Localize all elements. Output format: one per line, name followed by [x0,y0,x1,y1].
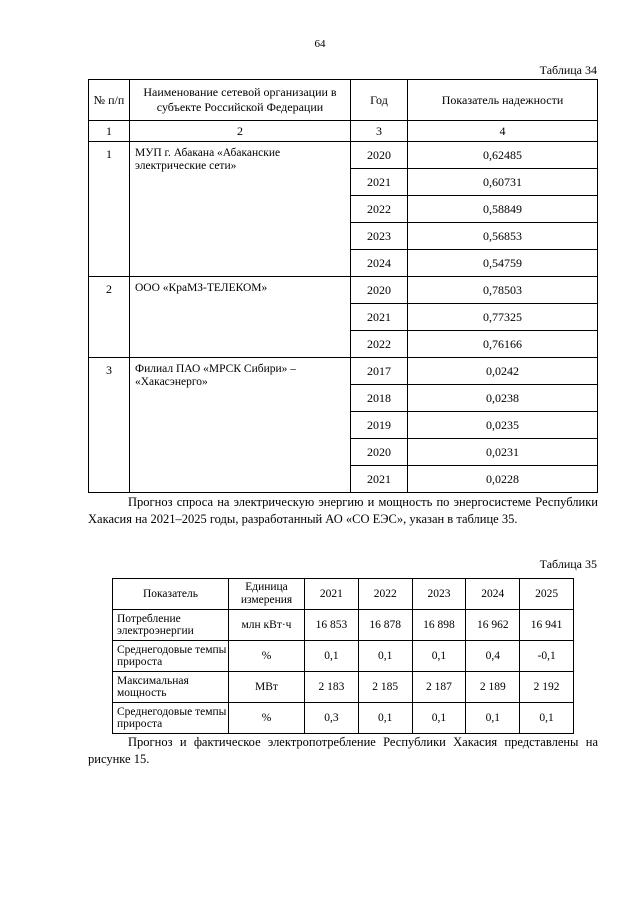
header-cell: 2025 [520,579,574,610]
table34-caption: Таблица 34 [539,63,597,77]
indicator-cell: Среднегодовые темпы прироста [113,703,229,734]
value-cell: -0,1 [520,641,574,672]
column-number-cell: 1 [89,121,130,142]
reliability-value-cell: 0,54759 [408,250,598,277]
value-cell: 2 192 [520,672,574,703]
indicator-cell: Потребление электроэнергии [113,610,229,641]
reliability-value-cell: 0,78503 [408,277,598,304]
reliability-value-cell: 0,0238 [408,385,598,412]
value-cell: 0,1 [520,703,574,734]
reliability-value-cell: 0,0242 [408,358,598,385]
year-cell: 2022 [351,331,408,358]
value-cell: 0,1 [305,641,359,672]
reliability-table [88,79,598,493]
reliability-value-cell: 0,0235 [408,412,598,439]
table-row [113,672,574,703]
table-row [89,277,598,304]
reliability-value-cell: 0,56853 [408,223,598,250]
page-number: 64 [314,38,326,50]
value-cell: 16 898 [412,610,466,641]
reliability-value-cell: 0,62485 [408,142,598,169]
table-row [113,610,574,641]
reliability-value-cell: 0,0231 [408,439,598,466]
indicator-cell: Среднегодовые темпы прироста [113,641,229,672]
value-cell: 0,1 [412,703,466,734]
header-cell: № п/п [89,80,130,121]
row-number-cell: 2 [89,277,130,358]
value-cell: 16 853 [305,610,359,641]
figure-reference-paragraph: Прогноз и фактическое электропотребление Республики Хакасия представлены на рисунке 15. [88,735,598,766]
header-cell: Показатель надежности [408,80,598,121]
value-cell: 16 941 [520,610,574,641]
value-cell: 0,1 [358,703,412,734]
column-number-cell: 3 [351,121,408,142]
reliability-value-cell: 0,77325 [408,304,598,331]
table-row [89,358,598,385]
table-row [89,142,598,169]
value-cell: 2 187 [412,672,466,703]
year-cell: 2021 [351,466,408,493]
organization-cell: МУП г. Абакана «Абаканские электрические сети» [130,142,351,277]
header-cell: 2021 [305,579,359,610]
value-cell: 16 962 [466,610,520,641]
column-number-cell: 2 [130,121,351,142]
table-row [113,641,574,672]
header-cell: Год [351,80,408,121]
table34-column-numbers-row [89,121,598,142]
table34-header-row [89,80,598,121]
year-cell: 2021 [351,169,408,196]
year-cell: 2020 [351,439,408,466]
value-cell: 0,3 [305,703,359,734]
header-cell: 2024 [466,579,520,610]
reliability-value-cell: 0,58849 [408,196,598,223]
unit-cell: МВт [229,672,305,703]
year-cell: 2017 [351,358,408,385]
year-cell: 2024 [351,250,408,277]
reliability-value-cell: 0,60731 [408,169,598,196]
row-number-cell: 1 [89,142,130,277]
demand-forecast-table [112,578,574,734]
header-cell: Показатель [113,579,229,610]
year-cell: 2020 [351,277,408,304]
table35-caption: Таблица 35 [539,557,597,571]
year-cell: 2023 [351,223,408,250]
organization-cell: ООО «КраМЗ-ТЕЛЕКОМ» [130,277,351,358]
value-cell: 2 189 [466,672,520,703]
unit-cell: млн кВт·ч [229,610,305,641]
header-cell: Единица измерения [229,579,305,610]
value-cell: 0,1 [412,641,466,672]
value-cell: 2 183 [305,672,359,703]
header-cell: 2023 [412,579,466,610]
reliability-value-cell: 0,0228 [408,466,598,493]
reliability-value-cell: 0,76166 [408,331,598,358]
year-cell: 2022 [351,196,408,223]
value-cell: 2 185 [358,672,412,703]
row-number-cell: 3 [89,358,130,493]
unit-cell: % [229,641,305,672]
year-cell: 2020 [351,142,408,169]
header-cell: 2022 [358,579,412,610]
forecast-paragraph: Прогноз спроса на электрическую энергию и мощность по энергосистеме Республики Хакасия на 2021–2025 годы, разработанный АО «СО ЕЭС», указан в таблице 35. [88,495,598,526]
year-cell: 2021 [351,304,408,331]
table-row [113,703,574,734]
value-cell: 0,1 [358,641,412,672]
table35-header-row [113,579,574,610]
year-cell: 2019 [351,412,408,439]
header-cell: Наименование сетевой организации в субъекте Российской Федерации [130,80,351,121]
value-cell: 0,4 [466,641,520,672]
organization-cell: Филиал ПАО «МРСК Сибири» – «Хакасэнерго» [130,358,351,493]
value-cell: 16 878 [358,610,412,641]
unit-cell: % [229,703,305,734]
column-number-cell: 4 [408,121,598,142]
value-cell: 0,1 [466,703,520,734]
year-cell: 2018 [351,385,408,412]
indicator-cell: Максимальная мощность [113,672,229,703]
